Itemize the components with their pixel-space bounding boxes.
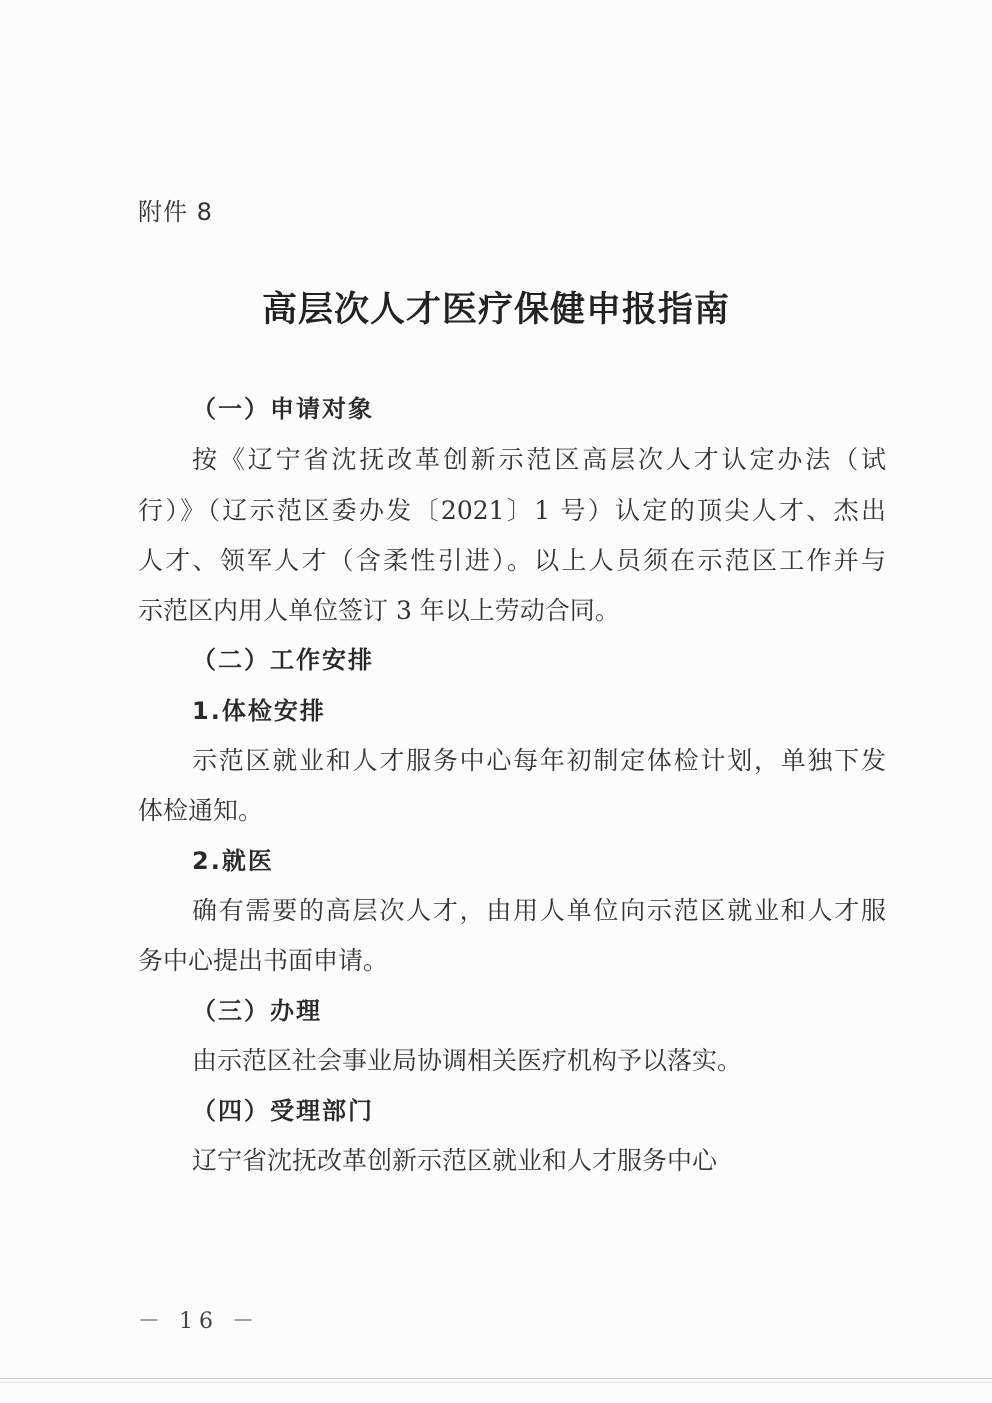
- document-title: 高层次人才医疗保健申报指南: [261, 289, 730, 330]
- section-heading-department: （四）受理部门: [192, 1097, 374, 1125]
- section-heading-processing: （三）办理: [192, 997, 322, 1025]
- paragraph-line: 示范区就业和人才服务中心每年初制定体检计划，单独下发: [192, 746, 886, 775]
- paragraph-line: 行）》（辽示范区委办发〔2021〕1 号）认定的顶尖人才、杰出: [138, 496, 886, 525]
- paragraph-line: 由示范区社会事业局协调相关医疗机构予以落实。: [192, 1046, 743, 1075]
- paragraph-line: 辽宁省沈抚改革创新示范区就业和人才服务中心: [192, 1146, 718, 1175]
- section-heading-work-arrangement: （二）工作安排: [192, 646, 374, 674]
- paragraph-line: 务中心提出书面申请。: [138, 946, 389, 975]
- paragraph-line: 人才、领军人才（含柔性引进）。以上人员须在示范区工作并与: [138, 546, 886, 575]
- section-heading-applicants: （一）申请对象: [192, 395, 374, 423]
- scan-edge-line: [0, 1378, 992, 1379]
- attachment-label: 附件 8: [138, 198, 213, 226]
- paragraph-line: 确有需要的高层次人才，由用人单位向示范区就业和人才服: [192, 896, 886, 925]
- page-number: － 16 －: [138, 1309, 260, 1334]
- subsection-heading-medical-care: 2.就医: [192, 847, 274, 875]
- scan-edge-line: [0, 1382, 992, 1383]
- paragraph-line: 示范区内用人单位签订 3 年以上劳动合同。: [138, 596, 620, 625]
- paragraph-line: 体检通知。: [138, 796, 264, 825]
- subsection-heading-checkup: 1.体检安排: [192, 697, 326, 725]
- paragraph-line: 按《辽宁省沈抚改革创新示范区高层次人才认定办法（试: [192, 445, 886, 474]
